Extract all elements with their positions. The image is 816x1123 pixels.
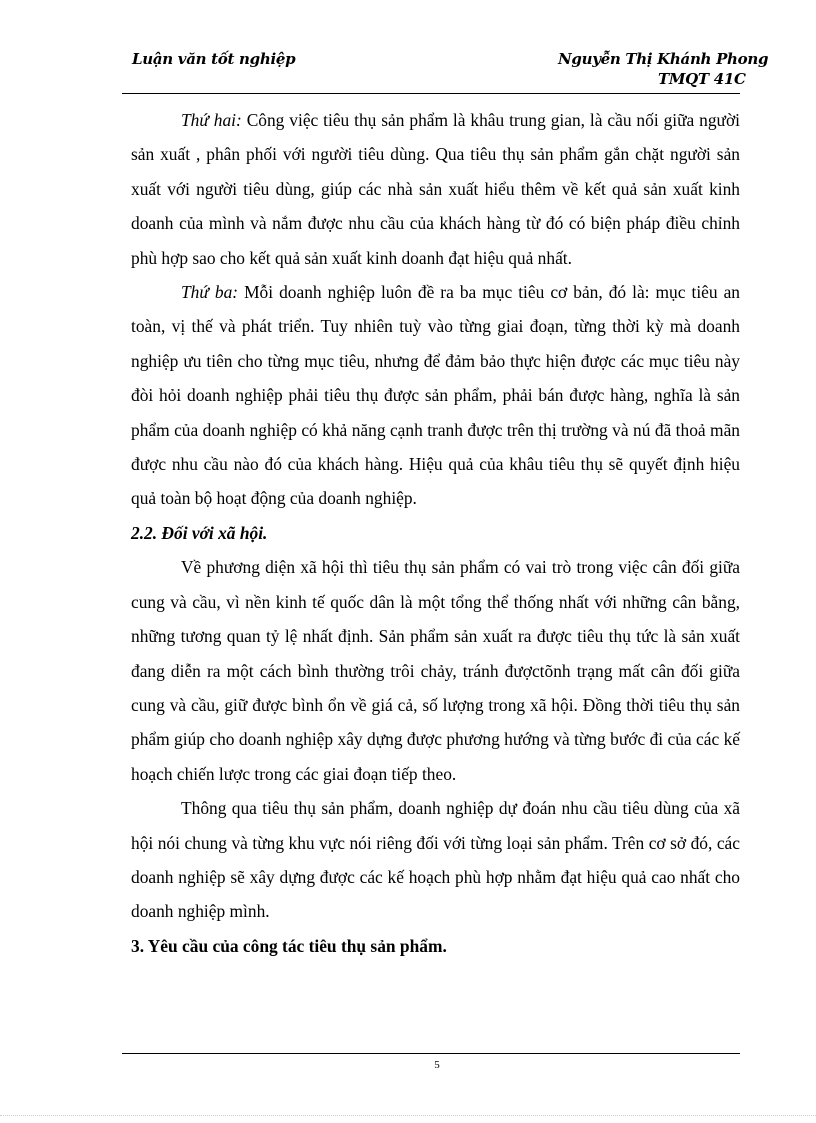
document-body: [131, 103, 740, 963]
section-heading-requirements: 3. Yêu cầu của công tác tiêu thụ sản phẩm.: [131, 935, 447, 956]
header-divider: [122, 93, 740, 94]
header-class-code: TMQT 41C: [658, 70, 746, 88]
page-edge: [0, 1115, 816, 1116]
paragraph-text-thu-ba: Mỗi doanh nghiệp luôn đề ra ba mục tiêu cơ bản, đó là: mục tiêu an toàn, vị thế và phát triển. Tuy nhiên tuỳ vào từng giai đoạn, từng thời kỳ mà doanh nghiệp ưu tiên cho từng mục tiêu, nhưng để đảm bảo thực hiện được các mục tiêu này đòi hỏi doanh nghiệp phải tiêu thụ được sản phẩm, phải bán được hàng, nghĩa là sản phẩm của doanh nghiệp có khả năng cạnh tranh được trên thị trường và nú đã thoả mãn được nhu cầu nào đó của khách hàng. Hiệu quả của khâu tiêu thụ sẽ quyết định hiệu quả toàn bộ hoạt động của doanh nghiệp.: [131, 282, 740, 509]
paragraph-lead-thu-hai: Thứ hai:: [181, 110, 242, 130]
footer-divider: [122, 1053, 740, 1054]
header-title: Luận văn tốt nghiệp: [132, 50, 296, 68]
paragraph-text-thu-hai: Công việc tiêu thụ sản phẩm là khâu trung gian, là cầu nối giữa người sản xuất , phân phối với người tiêu dùng. Qua tiêu thụ sản phẩm gắn chặt người sản xuất với người tiêu dùng, giúp các nhà sản xuất hiểu thêm về kết quả sản xuất kinh doanh của mình và nắm được nhu cầu của khách hàng từ đó có biện pháp điều chỉnh phù hợp sao cho kết quả sản xuất kinh doanh đạt hiệu quả nhất.: [131, 110, 740, 268]
paragraph-lead-thu-ba: Thứ ba:: [181, 282, 239, 303]
section-heading-society: 2.2. Đối với xã hội.: [131, 522, 268, 543]
paragraph-thu-hai: [131, 103, 740, 275]
paragraph-forecast: Thông qua tiêu thụ sản phẩm, doanh nghiệp dự đoán nhu cầu tiêu dùng của xã hội nói chung và từng khu vực nói riêng đối với từng loại sản phẩm. Trên cơ sở đó, các doanh nghiệp sẽ xây dựng được các kế hoạch phù hợp nhằm đạt hiệu quả cao nhất cho doanh nghiệp mình.: [131, 798, 740, 922]
paragraph-thu-ba: [131, 275, 740, 516]
paragraph-society: Về phương diện xã hội thì tiêu thụ sản phẩm có vai trò trong việc cân đối giữa cung và cầu, vì nền kinh tế quốc dân là một tổng thể thống nhất với những cân bằng, những tương quan tỷ lệ nhất định. Sản phẩm sản xuất ra được tiêu thụ tức là sản xuất đang diễn ra một cách bình thường trôi chảy, tránh đượctõnh trạng mất cân đối giữa cung và cầu, giữ được bình ổn về giá cả, số lượng trong xã hội. Đồng thời tiêu thụ sản phẩm giúp cho doanh nghiệp xây dựng được phương hướng và từng bước đi của các kế hoạch chiến lược trong các giai đoạn tiếp theo.: [131, 557, 740, 784]
header-author: Nguyễn Thị Khánh Phong: [558, 50, 769, 68]
page-number: 5: [434, 1059, 440, 1071]
